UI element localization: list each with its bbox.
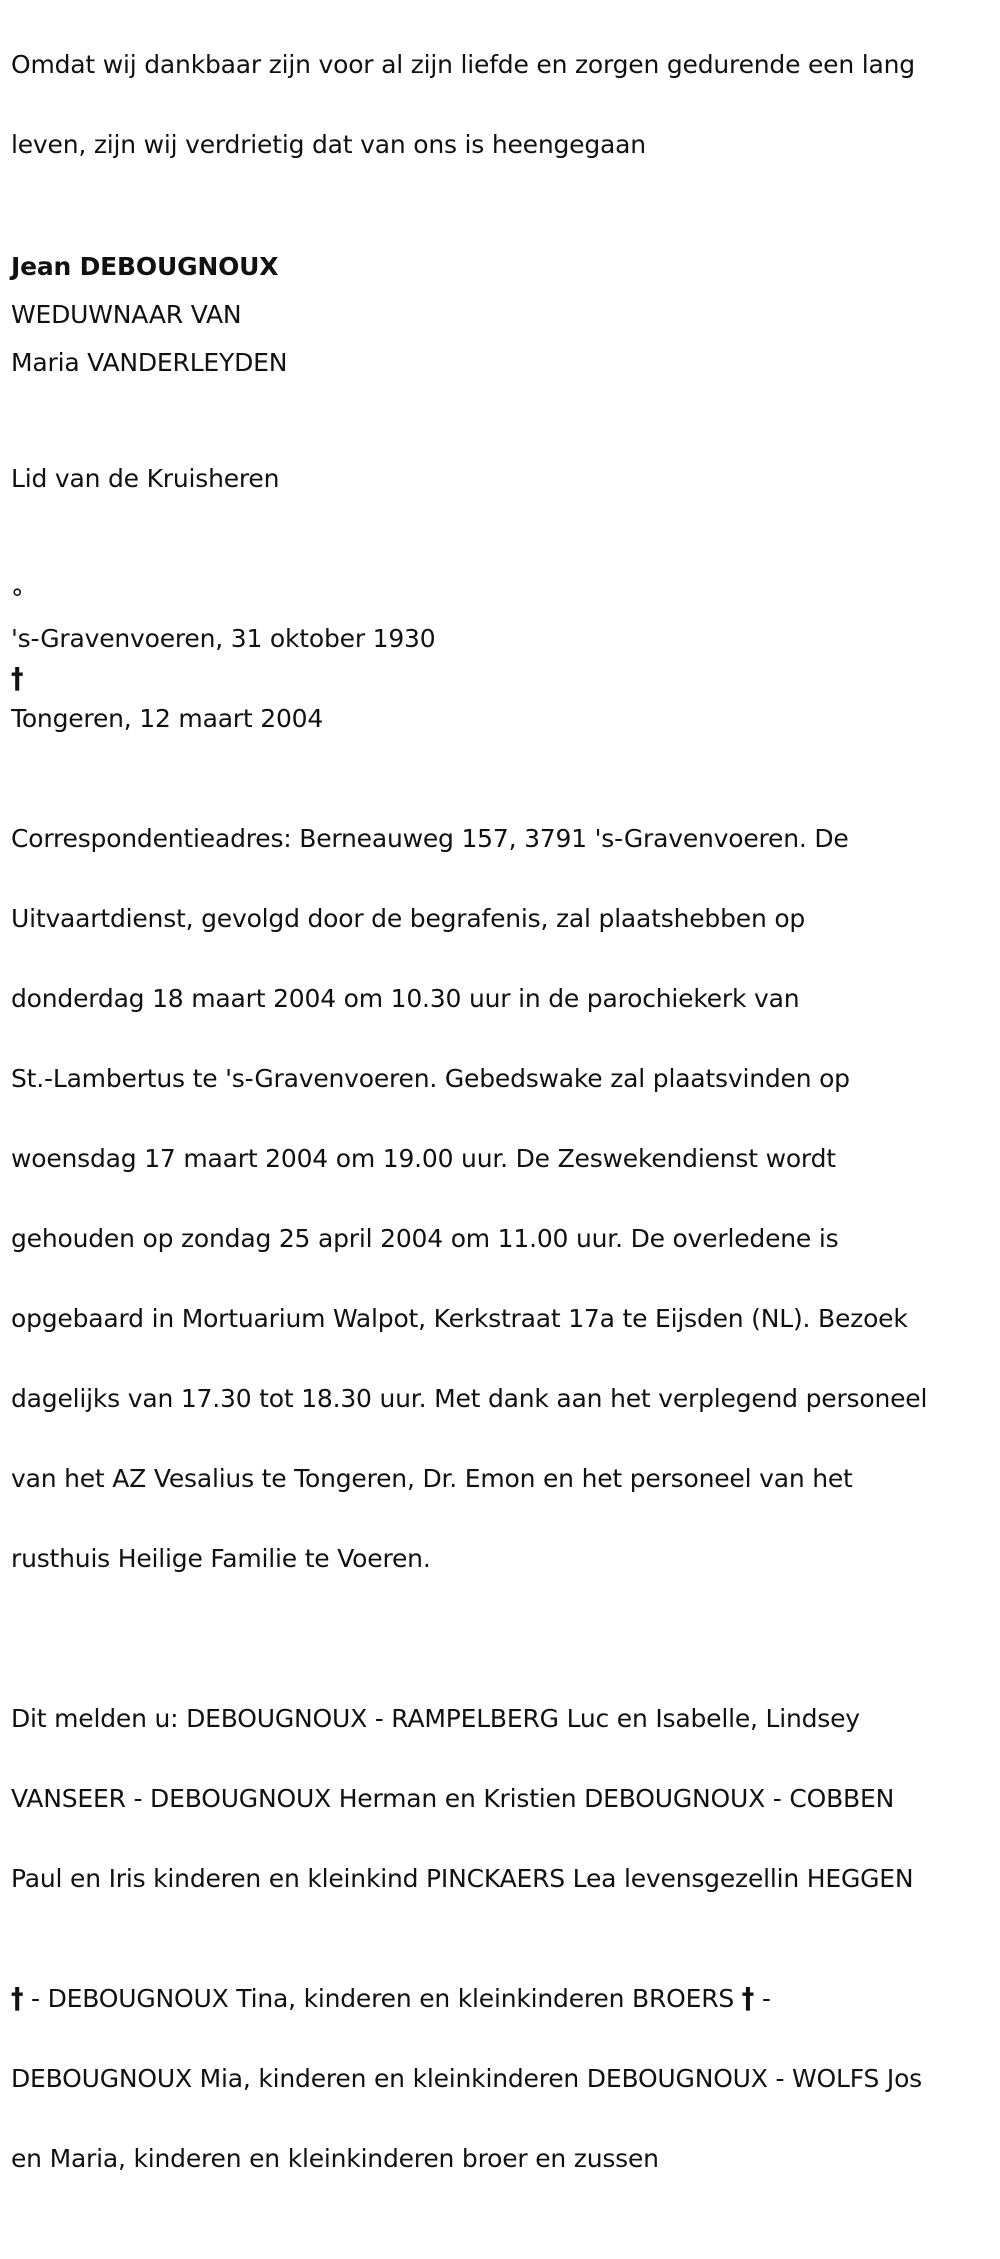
- announcement-paragraph: [11, 1659, 996, 2219]
- intro-line: leven, zijn wij verdrietig dat van ons is heengegaan: [11, 130, 646, 159]
- details-line: van het AZ Vesalius te Tongeren, Dr. Emon en het personeel van het: [11, 1464, 853, 1493]
- cross-icon: †: [11, 1981, 24, 2016]
- details-line: donderdag 18 maart 2004 om 10.30 uur in de parochiekerk van: [11, 984, 800, 1013]
- intro-line: Omdat wij dankbaar zijn voor al zijn liefde en zorgen gedurende een lang: [11, 50, 915, 79]
- details-paragraph: [11, 779, 996, 1619]
- cross-icon: †: [741, 1981, 755, 2016]
- relation-label: WEDUWNAAR VAN: [11, 300, 242, 329]
- details-line: woensdag 17 maart 2004 om 19.00 uur. De Zeswekendienst wordt: [11, 1144, 836, 1173]
- details-line: gehouden op zondag 25 april 2004 om 11.00 uur. De overledene is: [11, 1224, 839, 1253]
- cross-icon: †: [11, 661, 24, 696]
- membership-text: [11, 419, 996, 499]
- announcement-text: - DEBOUGNOUX Tina, kinderen en kleinkinderen BROERS: [23, 1984, 742, 2013]
- announcement-line: Paul en Iris kinderen en kleinkind PINCKAERS Lea levensgezellin HEGGEN: [11, 1864, 914, 1893]
- announcement-line: VANSEER - DEBOUGNOUX Herman en Kristien DEBOUGNOUX - COBBEN: [11, 1784, 895, 1813]
- announcement-line-with-crosses: [11, 1939, 996, 2019]
- membership-label: Lid van de Kruisheren: [11, 464, 280, 493]
- life-dates: [11, 539, 996, 739]
- details-line: Uitvaartdienst, gevolgd door de begrafenis, zal plaatshebben op: [11, 904, 806, 933]
- announcement-line: en Maria, kinderen en kleinkinderen broer en zussen: [11, 2144, 659, 2173]
- announcement-line: Dit melden u: DEBOUGNOUX - RAMPELBERG Luc en Isabelle, Lindsey: [11, 1704, 860, 1733]
- obituary-document: [11, 5, 996, 2259]
- details-line: rusthuis Heilige Familie te Voeren.: [11, 1544, 431, 1573]
- announcement-text: -: [754, 1984, 771, 2013]
- intro-paragraph: [11, 5, 996, 205]
- details-line: St.-Lambertus te 's-Gravenvoeren. Gebedswake zal plaatsvinden op: [11, 1064, 850, 1093]
- deceased-block: [11, 243, 996, 387]
- death-info: Tongeren, 12 maart 2004: [11, 704, 324, 733]
- birth-info: 's-Gravenvoeren, 31 oktober 1930: [11, 624, 436, 653]
- details-line: opgebaard in Mortuarium Walpot, Kerkstraat 17a te Eijsden (NL). Bezoek: [11, 1304, 908, 1333]
- birth-symbol-icon: °: [11, 584, 24, 613]
- spouse-name: Maria VANDERLEYDEN: [11, 348, 288, 377]
- details-line: Correspondentieadres: Berneauweg 157, 3791 's-Gravenvoeren. De: [11, 824, 849, 853]
- deceased-name: Jean DEBOUGNOUX: [11, 252, 279, 281]
- details-line: dagelijks van 17.30 tot 18.30 uur. Met dank aan het verplegend personeel: [11, 1384, 928, 1413]
- announcement-line: DEBOUGNOUX Mia, kinderen en kleinkinderen DEBOUGNOUX - WOLFS Jos: [11, 2064, 922, 2093]
